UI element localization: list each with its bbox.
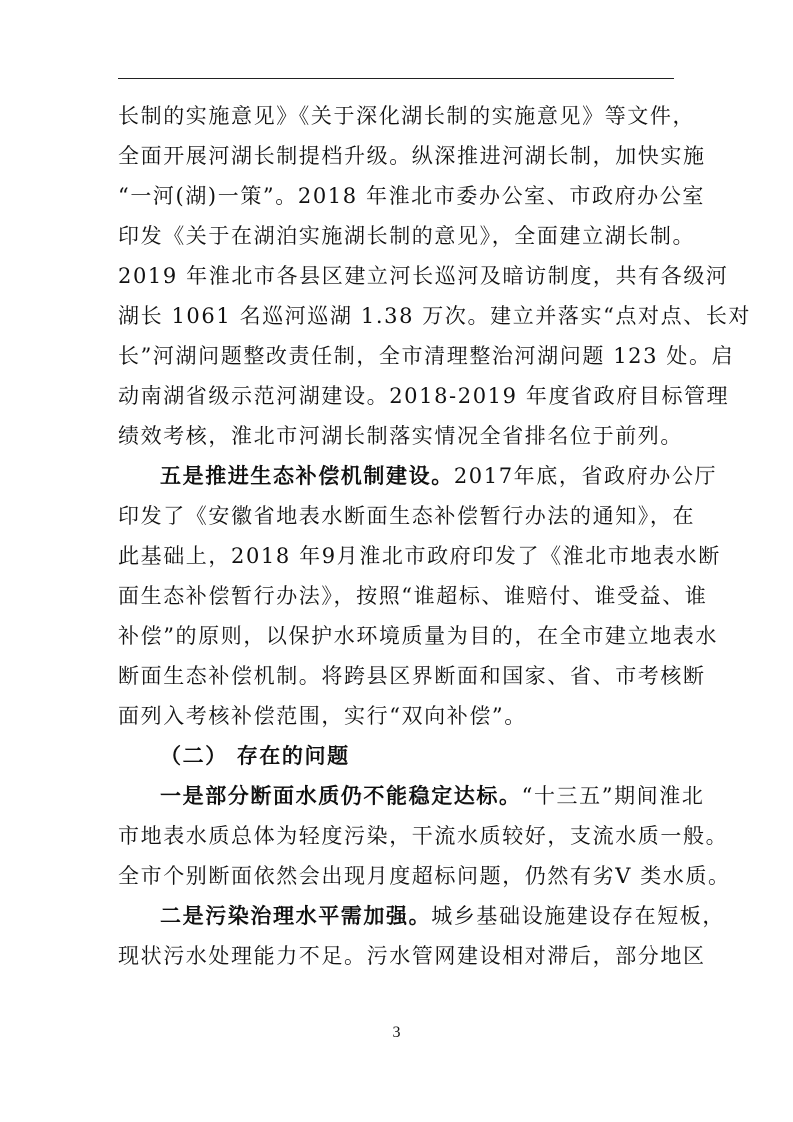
text-line-11: 印发了《安徽省地表水断面生态补偿暂行办法的通知》，在 (118, 504, 696, 528)
text-line-12: 此基础上，2018 年9月淮北市政府印发了《淮北市地表水断 (118, 544, 721, 568)
bold-lead: 二是污染治理水平需加强。 (160, 903, 432, 928)
text-line-5: 2019 年淮北市各县区建立河长巡河及暗访制度，共有各级河 (118, 264, 729, 288)
paragraph-heading-five: 五是推进生态补偿机制建设。2017年底，省政府办公厅 (160, 463, 718, 488)
paragraph-heading-one: 一是部分断面水质仍不能稳定达标。“十三五”期间淮北 (160, 783, 705, 808)
paragraph-heading-two: 二是污染治理水平需加强。城乡基础设施建设存在短板， (160, 903, 726, 928)
text-line-8: 动南湖省级示范河湖建设。2018-2019 年度省政府目标管理 (118, 384, 730, 408)
text-line-20: 全市个别断面依然会出现月度超标问题，仍然有劣V 类水质。 (118, 864, 731, 888)
text-line-19: 市地表水质总体为轻度污染，干流水质较好，支流水质一般。 (118, 824, 729, 848)
text-line-14: 补偿”的原则，以保护水环境质量为目的，在全市建立地表水 (118, 624, 718, 648)
text-line-3: “一河(湖)一策”。2018 年淮北市委办公室、市政府办公室 (118, 184, 705, 208)
header-rule (118, 78, 674, 79)
text-line-16: 面列入考核补偿范围，实行“双向补偿”。 (118, 704, 527, 728)
text-line-2: 全面开展河湖长制提档升级。纵深推进河湖长制，加快实施 (118, 144, 706, 168)
page-number: 3 (392, 1024, 401, 1041)
text-line-7: 长”河湖问题整改责任制，全市清理整治河湖问题 123 处。启 (118, 344, 735, 368)
section-title: （二） 存在的问题 (160, 743, 350, 768)
text-line-1: 长制的实施意见》《关于深化湖长制的实施意见》等文件， (118, 104, 696, 128)
section-heading (118, 736, 678, 776)
bold-lead: 五是推进生态补偿机制建设。 (160, 463, 454, 488)
text-line-9: 绩效考核，淮北市河湖长制落实情况全省排名位于前列。 (118, 424, 683, 448)
bold-lead: 一是部分断面水质仍不能稳定达标。 (160, 783, 522, 808)
text-line-15: 断面生态补偿机制。将跨县区界断面和国家、省、市考核断 (118, 664, 706, 688)
text-line-22: 现状污水处理能力不足。污水管网建设相对滞后，部分地区 (118, 944, 706, 968)
text-line-6: 湖长 1061 名巡河巡湖 1.38 万次。建立并落实“点对点、长对 (118, 304, 752, 328)
document-body (118, 96, 752, 976)
text-line-13: 面生态补偿暂行办法》，按照“谁超标、谁赔付、谁受益、谁 (118, 584, 708, 608)
text-line-4: 印发《关于在湖泊实施湖长制的意见》，全面建立湖长制。 (118, 224, 696, 248)
